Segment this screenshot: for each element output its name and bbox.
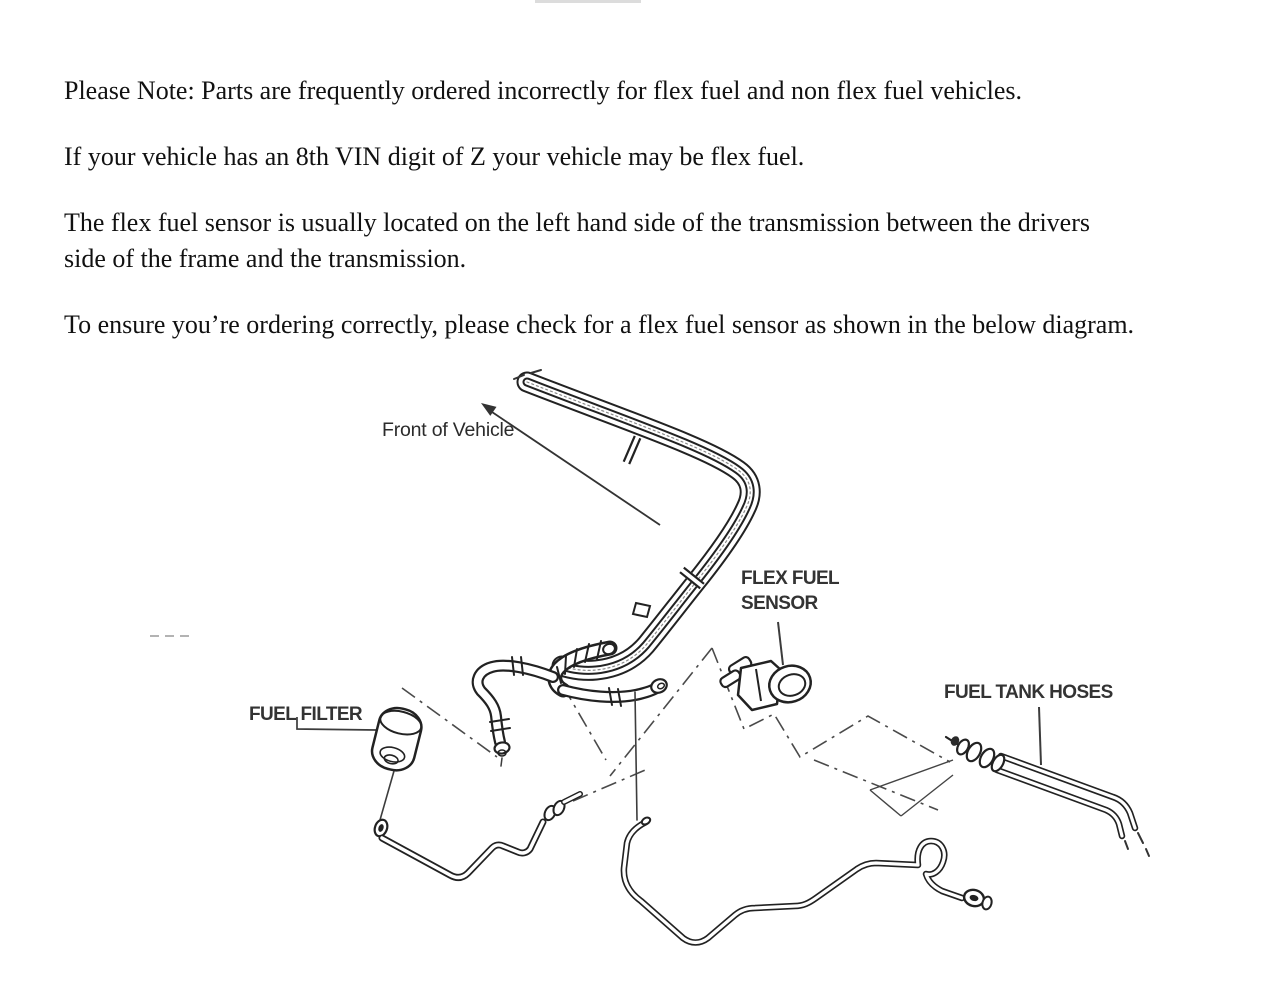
- tube-break-marks: [624, 436, 704, 589]
- fuel-tank-hoses-drawing: [946, 735, 1149, 856]
- bottom-loop-tube: [624, 816, 993, 942]
- flex-fuel-sensor-label-line1: FLEX FUEL: [741, 568, 840, 589]
- fuel-line-bundle: [514, 370, 750, 670]
- front-of-vehicle-label: Front of Vehicle: [382, 419, 515, 441]
- note-line: If your vehicle has an 8th VIN digit of Z your vehicle may be flex fuel.: [64, 142, 805, 171]
- s-hose: [478, 657, 553, 766]
- flex-fuel-sensor-label-line2: SENSOR: [741, 593, 818, 614]
- fuel-filter-label: FUEL FILTER: [249, 704, 363, 725]
- fuel-tank-hoses-label: FUEL TANK HOSES: [944, 682, 1113, 703]
- fuel-filter-drawing: [368, 704, 425, 838]
- fuel-tank-hoses-leader-line: [1039, 707, 1041, 765]
- lower-left-fuel-tube: [382, 794, 580, 877]
- bundle-mount-tab: [633, 603, 650, 617]
- flex-fuel-sensor-label: [741, 566, 839, 616]
- note-line: Please Note: Parts are frequently ordered incorrectly for flex fuel and non flex fuel vehicles.: [64, 76, 1023, 105]
- note-line: side of the frame and the transmission.: [64, 244, 467, 273]
- flex-fuel-sensor-drawing: [719, 656, 816, 710]
- note-line: The flex fuel sensor is usually located on the left hand side of the transmission between the drivers: [64, 208, 1090, 237]
- note-line: To ensure you’re ordering correctly, please check for a flex fuel sensor as shown in the below diagram.: [64, 310, 1135, 339]
- flex-fuel-sensor-leader-line: [778, 622, 783, 665]
